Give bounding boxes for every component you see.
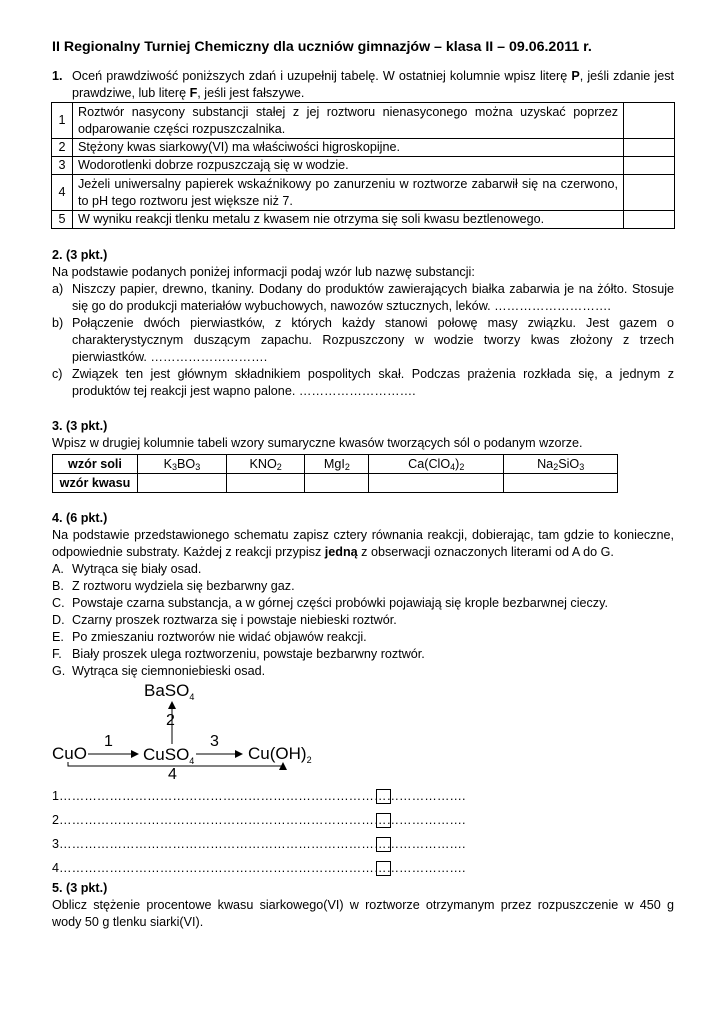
statement-text: Roztwór nasycony substancji stałej z jej roztworu nienasyconego można uzyskać poprzez odparowanie części rozpuszczalnika. [73,103,624,139]
answer-line-text[interactable]: 2……………………………………………………………………………………. [52,812,466,827]
acid-answer-cell[interactable] [369,474,504,493]
salt-formula: $Na_2SiO_3$ [504,455,618,474]
row-number: 4 [52,175,73,211]
page-title: II Regionalny Turniej Chemiczny dla uczniów gimnazjów – klasa II – 09.06.2011 r. [52,39,592,55]
table-row [53,455,618,474]
question-3 [52,418,674,493]
cuo-label: CuO [52,744,87,763]
question-3-intro: Wpisz w drugiej kolumnie tabeli wzory sumaryczne kwasów tworzących sól o podanym wzorze. [52,436,583,450]
acid-answer-cell[interactable] [138,474,227,493]
question-3-heading: 3. (3 pkt.) [52,419,108,433]
salt-formula: $Ca(ClO_4)_2$ [369,455,504,474]
arrow-2-number: 2 [166,712,175,729]
question-2-heading: 2. (3 pkt.) [52,248,108,262]
question-1 [52,68,674,102]
question-5-text: Oblicz stężenie procentowe kwasu siarkowego(VI) w roztworze otrzymanym przez rozpuszczenie w 450 g wody 50 g tlenku siarki(VI). [52,898,674,929]
list-item-text: Niszczy papier, drewno, tkaniny. Dodany do produktów zawierających białka zabarwia je na żółto. Stosuje się go do produkcji materiałów wybuchowych, nawozów sztucznych, leków. ………………………. [72,282,674,313]
observation-text: Biały proszek ulega roztworzeniu, powstaje bezbarwny roztwór. [72,647,425,661]
observation-text: Wytrąca się ciemnoniebieski osad. [72,664,266,678]
worksheet-page [52,38,674,931]
question-5-heading: 5. (3 pkt.) [52,881,108,895]
table-row [52,103,675,139]
acid-answer-cell[interactable] [305,474,369,493]
observation-text: Wytrąca się biały osad. [72,562,202,576]
reaction-scheme-svg [52,680,352,782]
table-row [52,175,675,211]
question-3-table [52,454,618,493]
list-item: F. Biały proszek ulega roztworzeniu, powstaje bezbarwny roztwór. [52,646,674,663]
answer-line-text[interactable]: 4……………………………………………………………………………………. [52,860,466,875]
answer-cell[interactable] [624,157,675,175]
answer-line-2 [52,808,674,832]
salt-formula: MgI$_2$ [305,455,369,474]
answer-line-text[interactable]: 3……………………………………………………………………………………. [52,836,466,851]
answer-line-3 [52,832,674,856]
question-2 [52,247,674,400]
question-4-heading: 4. (6 pkt.) [52,511,108,525]
list-item: G. Wytrąca się ciemnoniebieski osad. [52,663,674,680]
answer-checkbox[interactable] [376,789,391,804]
answer-checkbox[interactable] [376,813,391,828]
table-row [52,157,675,175]
arrow-3-number: 3 [210,733,219,750]
answer-line-4 [52,856,674,880]
question-4-intro: Na podstawie przedstawionego schematu zapisz cztery równania reakcji, dobierając, tam gdzie to konieczne, odpowiednie substraty. Każdej z reakcji przypisz jedną z obserwacji oznaczonych literami od A do G. [52,528,674,559]
table-row [52,211,675,229]
row-number: 3 [52,157,73,175]
statement-text: Stężony kwas siarkowy(VI) ma właściwości higroskopijne. [73,139,624,157]
list-item: D. Czarny proszek roztwarza się i powstaje niebieski roztwór. [52,612,674,629]
question-2-intro: Na podstawie podanych poniżej informacji podaj wzór lub nazwę substancji: [52,265,475,279]
table-row [52,139,675,157]
list-item: a) Niszczy papier, drewno, tkaniny. Dodany do produktów zawierających białka zabarwia je na żółto. Stosuje się go do produkcji materiałów wybuchowych, nawozów sztucznych, leków. ………………………. [52,282,674,313]
list-item-text: Związek ten jest głównym składnikiem pospolitych skał. Podczas prażenia rozkłada się, a jednym z produktów tej reakcji jest wapno palone. ………………………. [72,367,674,398]
row-number: 2 [52,139,73,157]
answer-cell[interactable] [624,139,675,157]
list-item: A. Wytrąca się biały osad. [52,561,674,578]
statement-text: Wodorotlenki dobrze rozpuszczają się w wodzie. [73,157,624,175]
salt-formula: $K_3BO_3$ [138,455,227,474]
observation-text: Powstaje czarna substancja, a w górnej części probówki pojawiają się krople bezbarwnej cieczy. [72,596,608,610]
arrow-4-number: 4 [168,766,177,782]
statement-text: Jeżeli uniwersalny papierek wskaźnikowy po zanurzeniu w roztworze zabarwił się na czerwono, to pH tego roztworu jest większe niż 7. [73,175,624,211]
answer-checkbox[interactable] [376,837,391,852]
answer-line-text[interactable]: 1……………………………………………………………………………………. [52,788,466,803]
row-number: 1 [52,103,73,139]
list-item: C. Powstaje czarna substancja, a w górnej części probówki pojawiają się krople bezbarwnej cieczy. [52,595,674,612]
observation-text: Po zmieszaniu roztworów nie widać objawów reakcji. [72,630,367,644]
list-item-text: Połączenie dwóch pierwiastków, z których każdy stanowi połowę masy związku. Jest gazem o charakterystycznym duszącym zapachu. Rozpuszczony w wodzie tworzy kwas złożony z trzech pierwiastków. ………………………. [72,316,674,364]
arrow-1-number: 1 [104,733,113,750]
list-item: E. Po zmieszaniu roztworów nie widać objawów reakcji. [52,629,674,646]
question-1-table [51,102,675,229]
statement-text: W wyniku reakcji tlenku metalu z kwasem nie otrzyma się soli kwasu beztlenowego. [73,211,624,229]
list-item: b) Połączenie dwóch pierwiastków, z których każdy stanowi połowę masy związku. Jest gazem o charakterystycznym duszącym zapachu. Rozpuszczony w wodzie tworzy kwas złożony z trzech pierwiastków. ………………………. [52,316,674,364]
answer-line-1 [52,784,674,808]
reaction-scheme [52,680,674,782]
list-item: c) Związek ten jest głównym składnikiem pospolitych skał. Podczas prażenia rozkłada się, a jednym z produktów tej reakcji jest wapno palone. ………………………. [52,367,674,398]
answer-cell[interactable] [624,175,675,211]
salt-formula-header: wzór soli [53,455,138,474]
answer-checkbox[interactable] [376,861,391,876]
table-row [53,474,618,493]
question-1-number: 1. [52,69,63,83]
acid-answer-cell[interactable] [226,474,305,493]
question-4 [52,510,674,880]
cuoh2-label: $Cu(OH)_2$ [248,744,312,765]
observation-text: Z roztworu wydziela się bezbarwny gaz. [72,579,295,593]
observation-text: Czarny proszek roztwarza się i powstaje niebieski roztwór. [72,613,397,627]
cuso4-label: CuSO$_4$ [143,745,195,766]
salt-formula: $KNO_2$ [226,455,305,474]
row-number: 5 [52,211,73,229]
question-1-intro: Oceń prawdziwość poniższych zdań i uzupełnij tabelę. W ostatniej kolumnie wpisz literę P, jeśli zdanie jest prawdziwe, lub literę F, jeśli jest fałszywe. [72,69,674,100]
acid-answer-cell[interactable] [504,474,618,493]
baso4-label: BaSO$_4$ [144,681,195,702]
answer-cell[interactable] [624,103,675,139]
answer-cell[interactable] [624,211,675,229]
list-item: B. Z roztworu wydziela się bezbarwny gaz. [52,578,674,595]
acid-formula-header: wzór kwasu [53,474,138,493]
question-5 [52,880,674,931]
